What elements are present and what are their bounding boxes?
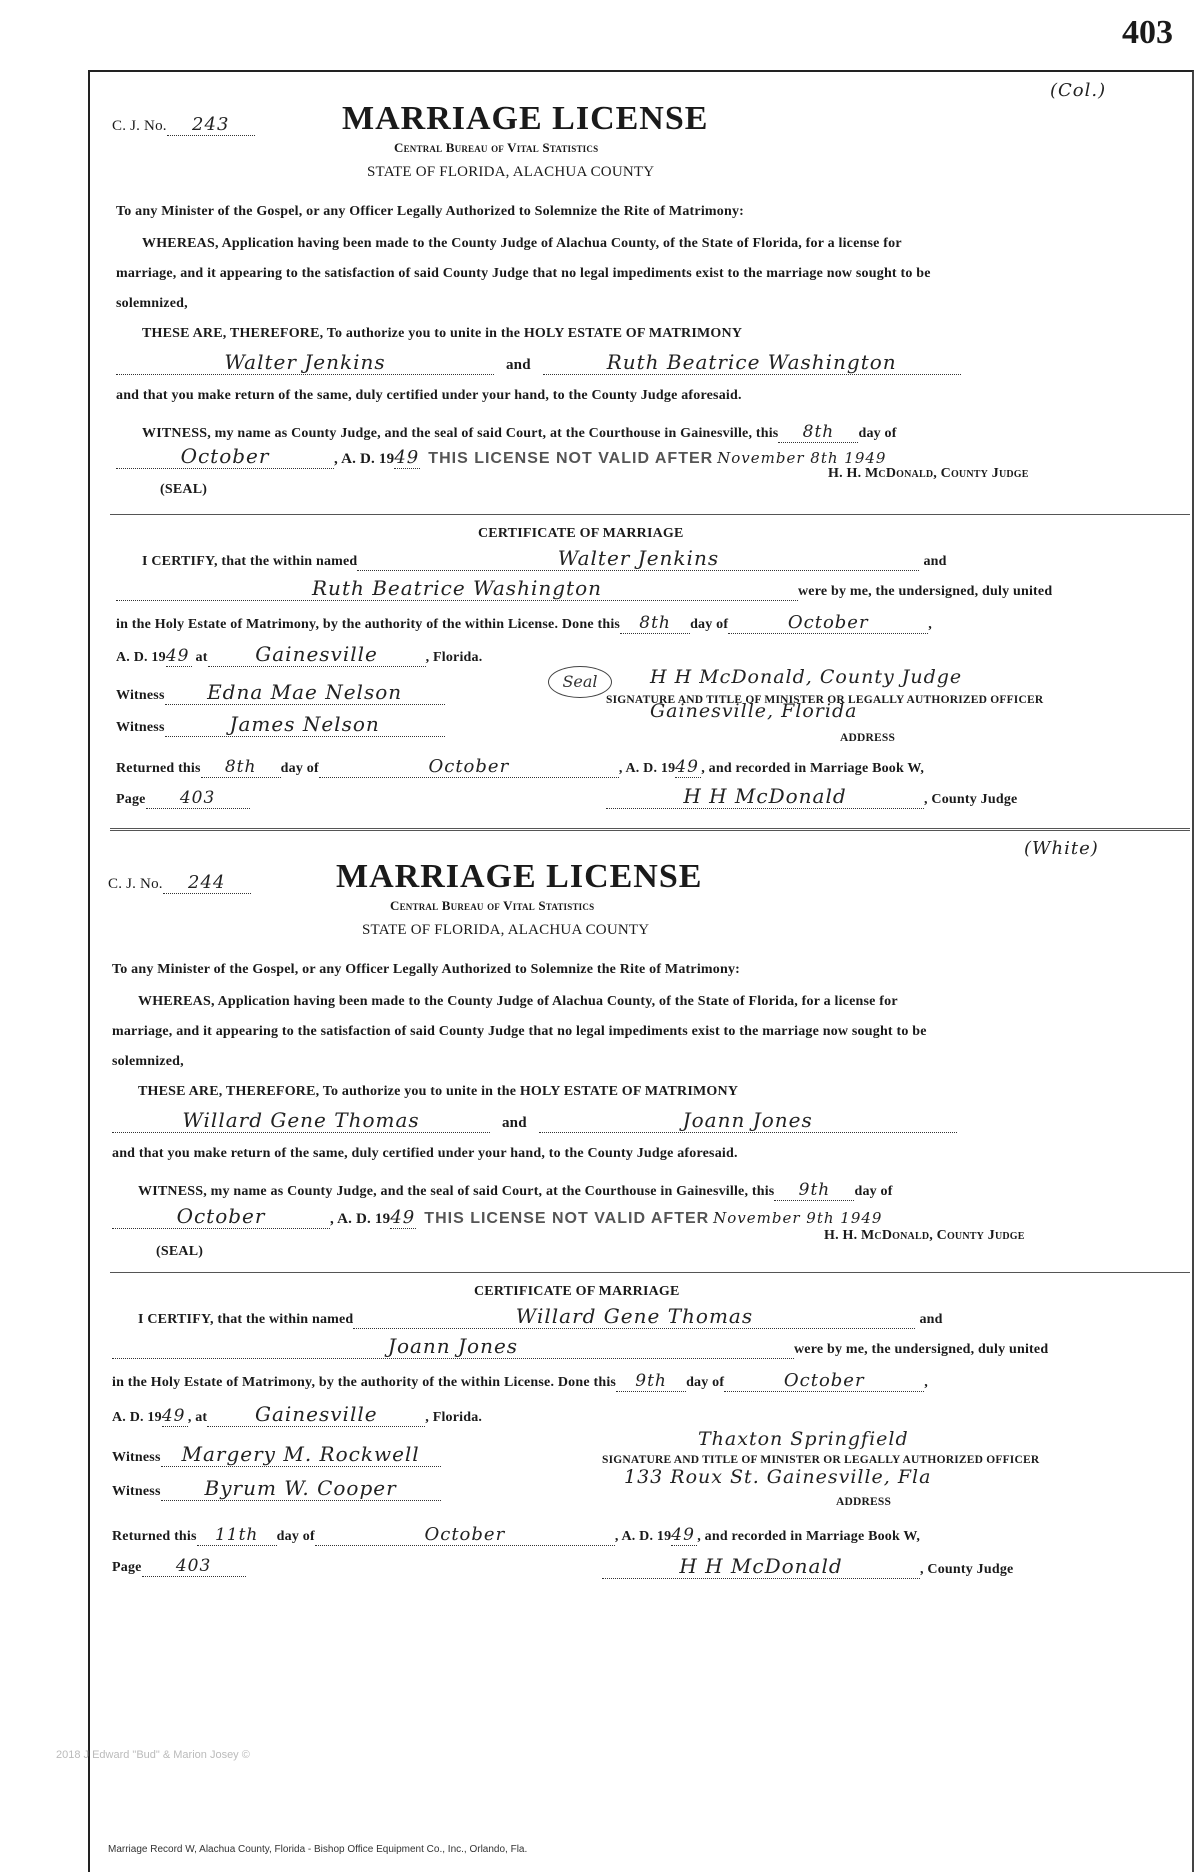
cert-place: Gainesville — [208, 642, 426, 667]
recorded-text: , and recorded in Marriage Book W, — [701, 761, 925, 776]
month-issued: October — [116, 444, 334, 469]
cert-at: at — [195, 650, 208, 665]
license-title: MARRIAGE LICENSE — [336, 858, 703, 895]
cert-title: CERTIFICATE OF MARRIAGE — [478, 526, 684, 541]
page-label: Page — [112, 1560, 142, 1575]
returned-dayof: day of — [280, 761, 319, 776]
cert-named-text: I CERTIFY, that the within named — [142, 554, 358, 569]
return-line: and that you make return of the same, duly certified under your hand, to the County Judge aforesaid. — [112, 1146, 738, 1161]
recorder-signature: H H McDonald — [602, 1554, 920, 1579]
whereas-1: WHEREAS, Application having been made to the County Judge of Alachua County, of the State of Florida, for a license for — [142, 236, 902, 251]
cert-month: October — [728, 612, 928, 634]
cert-year: 49 — [162, 1406, 188, 1427]
witness1-line — [116, 680, 445, 705]
returned-label: Returned this — [112, 1529, 197, 1544]
whereas-2: marriage, and it appearing to the satisfaction of said County Judge that no legal impediments exist to the marriage now sought to be — [116, 266, 931, 281]
month-issued: October — [112, 1204, 330, 1229]
cert-month: October — [724, 1370, 924, 1392]
copyright-watermark: 2018 J Edward "Bud" & Marion Josey © — [56, 1749, 250, 1761]
cert-united-text: were by me, the undersigned, duly united — [794, 1342, 1049, 1357]
witness-line — [142, 422, 897, 443]
page-number: 403 — [1122, 14, 1173, 51]
witness2-line — [116, 712, 445, 737]
names-line — [116, 350, 961, 375]
cert-holy-text: in the Holy Estate of Matrimony, by the authority of the within License. Done this — [112, 1375, 617, 1390]
day-issued: 8th — [778, 422, 858, 443]
names-line — [112, 1108, 957, 1133]
authorize-line: THESE ARE, THEREFORE, To authorize you to unite in the HOLY ESTATE OF MATRIMONY — [142, 326, 743, 341]
officer-signature: Thaxton Springfield — [698, 1428, 909, 1450]
race-note: (Col.) — [1050, 80, 1107, 101]
cert-bride-line — [112, 1334, 1048, 1359]
cert-day: 8th — [620, 613, 690, 634]
florida-label: , Florida. — [425, 650, 483, 665]
cj-number — [112, 114, 255, 136]
recorder-signature: H H McDonald — [606, 784, 924, 809]
bureau-line: Central Bureau of Vital Statistics — [390, 898, 595, 913]
witness-text: WITNESS, my name as County Judge, and the seal of said Court, at the Courthouse in Gainesville, this — [138, 1184, 775, 1199]
officer-address: Gainesville, Florida — [650, 700, 858, 722]
county-judge-label: , County Judge — [920, 1562, 1014, 1577]
cert-and: and — [923, 554, 947, 569]
expiry-date: November 9th 1949 — [713, 1209, 883, 1227]
address-caption: ADDRESS — [840, 732, 896, 744]
returned-month: October — [319, 756, 619, 778]
cert-groom: Walter Jenkins — [357, 546, 919, 571]
cert-holy-line: in the Holy Estate of Matrimony, by the authority of the within License. Done this 8th day of October , — [116, 612, 932, 633]
judge-name: H. H. McDonald, County Judge — [828, 466, 1029, 481]
cj-label: C. J. No. — [108, 876, 163, 892]
seal-label: (SEAL) — [156, 1244, 204, 1259]
cert-day: 9th — [616, 1371, 686, 1392]
address-line: To any Minister of the Gospel, or any Officer Legally Authorized to Solemnize the Rite of Matrimony: — [112, 962, 741, 977]
seal-label: (SEAL) — [160, 482, 208, 497]
cert-year: 49 — [166, 646, 192, 667]
cert-holy-text: in the Holy Estate of Matrimony, by the authority of the within License. Done this — [116, 617, 621, 632]
recorder-line — [606, 784, 1017, 809]
cert-place: Gainesville — [207, 1402, 425, 1427]
judge-name: H. H. McDonald, County Judge — [824, 1228, 1025, 1243]
cert-bride: Ruth Beatrice Washington — [116, 576, 798, 601]
witness1-name: Edna Mae Nelson — [165, 680, 445, 705]
validity-stamp: THIS LICENSE NOT VALID AFTER — [424, 1210, 710, 1227]
bride-name: Joann Jones — [539, 1108, 957, 1133]
returned-label: Returned this — [116, 761, 201, 776]
witness2-label: Witness — [116, 720, 165, 735]
page-value: 403 — [142, 1556, 246, 1577]
cert-place-line — [112, 1402, 482, 1427]
cert-at: , at — [187, 1410, 208, 1425]
authorize-line: THESE ARE, THEREFORE, To authorize you to unite in the HOLY ESTATE OF MATRIMONY — [138, 1084, 739, 1099]
witness1-label: Witness — [116, 688, 165, 703]
divider — [110, 828, 1190, 831]
witness2-name: Byrum W. Cooper — [161, 1476, 441, 1501]
expiry-date: November 8th 1949 — [717, 449, 887, 467]
returned-month: October — [315, 1524, 615, 1546]
whereas-3: solemnized, — [116, 296, 188, 311]
and-label: and — [505, 357, 531, 373]
state-line: STATE OF FLORIDA, ALACHUA COUNTY — [362, 922, 650, 938]
cj-value: 244 — [163, 872, 251, 894]
officer-signature: H H McDonald, County Judge — [650, 666, 963, 688]
returned-day: 11th — [197, 1525, 277, 1546]
page-line — [116, 788, 250, 809]
cj-label: C. J. No. — [112, 118, 167, 134]
witness2-label: Witness — [112, 1484, 161, 1499]
returned-day: 8th — [201, 757, 281, 778]
groom-name: Walter Jenkins — [116, 350, 494, 375]
recorded-text: , and recorded in Marriage Book W, — [697, 1529, 921, 1544]
page-line — [112, 1556, 246, 1577]
divider — [110, 1272, 1190, 1273]
license-title: MARRIAGE LICENSE — [342, 100, 709, 137]
validity-stamp: THIS LICENSE NOT VALID AFTER — [428, 450, 714, 467]
bride-name: Ruth Beatrice Washington — [543, 350, 961, 375]
day-of-label: day of — [854, 1184, 893, 1199]
witness2-line — [112, 1476, 441, 1501]
whereas-3: solemnized, — [112, 1054, 184, 1069]
sig-caption: SIGNATURE AND TITLE OF MINISTER OR LEGALLY AUTHORIZED OFFICER — [606, 694, 1044, 706]
address-caption: ADDRESS — [836, 1496, 892, 1508]
cert-groom: Willard Gene Thomas — [353, 1304, 915, 1329]
cert-dayof: day of — [690, 617, 729, 632]
returned-ad: , A. D. 19 — [618, 761, 676, 776]
cert-bride-line — [116, 576, 1052, 601]
day-issued: 9th — [774, 1180, 854, 1201]
whereas-1: WHEREAS, Application having been made to the County Judge of Alachua County, of the State of Florida, for a license for — [138, 994, 898, 1009]
state-line: STATE OF FLORIDA, ALACHUA COUNTY — [367, 164, 655, 180]
returned-ad: , A. D. 19 — [614, 1529, 672, 1544]
cert-united-text: were by me, the undersigned, duly united — [798, 584, 1053, 599]
county-judge-label: , County Judge — [924, 792, 1018, 807]
witness1-name: Margery M. Rockwell — [161, 1442, 441, 1467]
page-label: Page — [116, 792, 146, 807]
florida-label: , Florida. — [425, 1410, 483, 1425]
bureau-line: Central Bureau of Vital Statistics — [394, 140, 599, 155]
date-line — [112, 1204, 882, 1229]
officer-address: 133 Roux St. Gainesville, Fla — [624, 1466, 932, 1488]
page-value: 403 — [146, 788, 250, 809]
cert-ad: A. D. 19 — [112, 1410, 162, 1425]
cert-named-text: I CERTIFY, that the within named — [138, 1312, 354, 1327]
seal-mark: Seal — [548, 666, 612, 698]
returned-line — [116, 756, 924, 778]
cj-number — [108, 872, 251, 894]
cert-place-line — [116, 642, 482, 667]
cert-named-line — [138, 1304, 943, 1329]
cert-named-line — [142, 546, 947, 571]
witness2-name: James Nelson — [165, 712, 445, 737]
cert-ad: A. D. 19 — [116, 650, 166, 665]
recorder-line — [602, 1554, 1013, 1579]
cert-holy-line: in the Holy Estate of Matrimony, by the authority of the within License. Done this 9th day of October , — [112, 1370, 928, 1391]
returned-dayof: day of — [276, 1529, 315, 1544]
returned-year: 49 — [675, 757, 701, 778]
cert-title: CERTIFICATE OF MARRIAGE — [474, 1284, 680, 1299]
divider — [110, 514, 1190, 515]
form-footer: Marriage Record W, Alachua County, Florida - Bishop Office Equipment Co., Inc., Orlando, Fla. — [108, 1844, 528, 1855]
and-label: and — [501, 1115, 527, 1131]
cert-and: and — [919, 1312, 943, 1327]
ad-label: , A. D. 19 — [330, 1211, 391, 1227]
witness1-line — [112, 1442, 441, 1467]
record-sheet — [88, 70, 1194, 1872]
year-issued: 49 — [390, 1207, 416, 1228]
address-line: To any Minister of the Gospel, or any Officer Legally Authorized to Solemnize the Rite of Matrimony: — [116, 204, 745, 219]
cert-bride: Joann Jones — [112, 1334, 794, 1359]
sig-caption: SIGNATURE AND TITLE OF MINISTER OR LEGALLY AUTHORIZED OFFICER — [602, 1454, 1040, 1466]
year-issued: 49 — [394, 447, 420, 468]
ad-label: , A. D. 19 — [334, 451, 395, 467]
return-line: and that you make return of the same, duly certified under your hand, to the County Judge aforesaid. — [116, 388, 742, 403]
witness-text: WITNESS, my name as County Judge, and the seal of said Court, at the Courthouse in Gainesville, this — [142, 426, 779, 441]
returned-line — [112, 1524, 920, 1546]
race-note: (White) — [1024, 838, 1099, 859]
cert-dayof: day of — [686, 1375, 725, 1390]
groom-name: Willard Gene Thomas — [112, 1108, 490, 1133]
date-line — [116, 444, 886, 469]
returned-year: 49 — [671, 1525, 697, 1546]
witness-line — [138, 1180, 893, 1201]
whereas-2: marriage, and it appearing to the satisfaction of said County Judge that no legal impediments exist to the marriage now sought to be — [112, 1024, 927, 1039]
cj-value: 243 — [167, 114, 255, 136]
day-of-label: day of — [858, 426, 897, 441]
witness1-label: Witness — [112, 1450, 161, 1465]
